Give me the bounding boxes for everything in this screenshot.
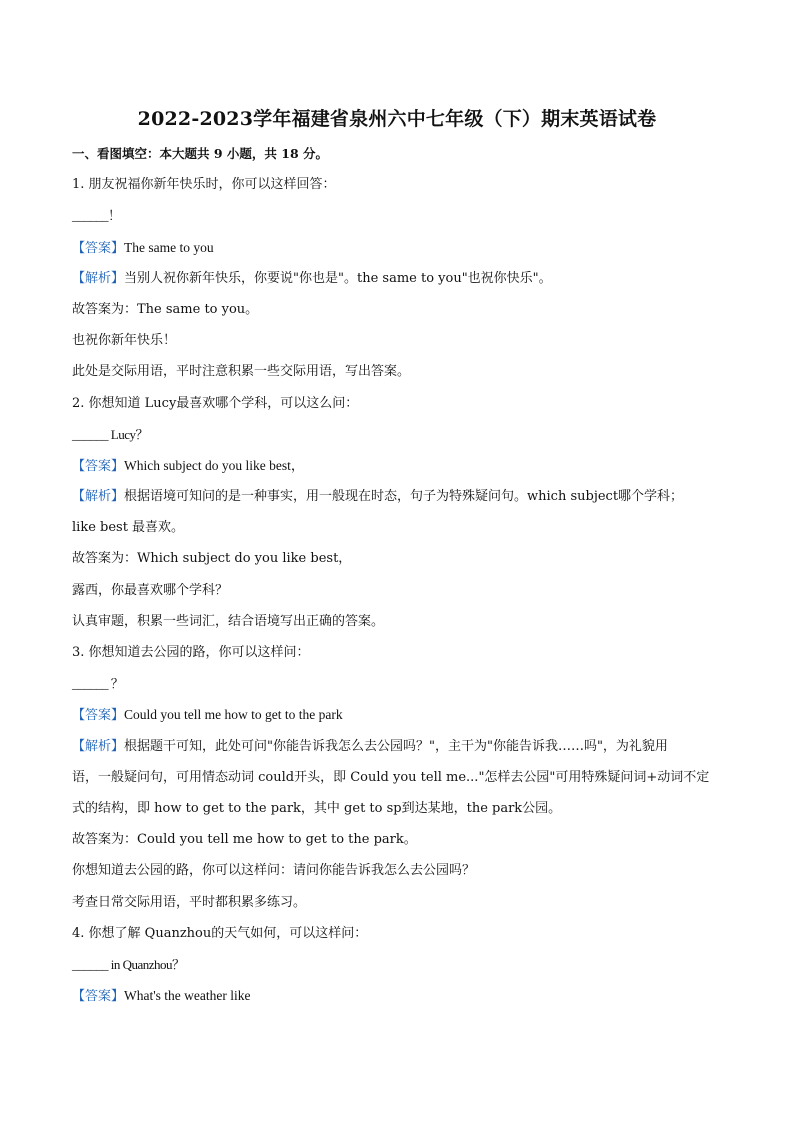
followup-line: 此处是交际用语，平时注意积累一些交际用语，写出答案。 bbox=[72, 364, 411, 380]
analysis-tag: 【解析】 bbox=[72, 270, 125, 286]
analysis-line bbox=[72, 737, 724, 768]
answer-line bbox=[72, 238, 724, 269]
analysis-tag: 【解析】 bbox=[72, 489, 125, 505]
question-prompt: 4. 你想了解 Quanzhou的天气如何，可以这样问： bbox=[72, 925, 368, 941]
answer-blank: ______ in Quanzhou？ bbox=[72, 956, 185, 972]
answer-line bbox=[72, 705, 724, 736]
document-title: 2022-2023学年福建省泉州六中七年级（下）期末英语试卷 bbox=[137, 108, 657, 130]
analysis-continuation: 式的结构，即 how to get to the park，其中 get to sp到达某地，the park公园。 bbox=[72, 800, 562, 816]
analysis-line bbox=[72, 269, 724, 300]
document-body bbox=[72, 144, 724, 1017]
analysis-text: 根据题干可知，此处可问"你能告诉我怎么去公园吗？"，主干为"你能告诉我……吗"，为礼貌用 bbox=[124, 738, 668, 754]
answer-text: Could you tell me how to get to the park bbox=[124, 707, 343, 723]
analysis-continuation: 语，一般疑问句，可用情态动词 could开头，即 Could you tell me..."怎样去公园"可用特殊疑问词+动词不定 bbox=[72, 769, 710, 785]
analysis-text: 根据语境可知问的是一种事实，用一般现在时态，句子为特殊疑问句。which subject哪个学科； bbox=[124, 489, 684, 505]
answer-tag: 【答案】 bbox=[72, 989, 125, 1005]
answer-text: Which subject do you like best， bbox=[124, 457, 305, 473]
followup-line: 故答案为：The same to you。 bbox=[72, 301, 259, 317]
answer-tag: 【答案】 bbox=[72, 458, 125, 474]
question-prompt: 3. 你想知道去公园的路，你可以这样问： bbox=[72, 645, 310, 660]
followup-line: 考查日常交际用语，平时都积累多练习。 bbox=[72, 894, 307, 910]
answer-blank: ______ Lucy？ bbox=[72, 426, 148, 442]
answer-blank: ______ ？ bbox=[72, 676, 124, 692]
followup-line: 故答案为：Which subject do you like best， bbox=[72, 551, 352, 567]
followup-line: 也祝你新年快乐！ bbox=[72, 333, 177, 349]
answer-tag: 【答案】 bbox=[72, 240, 125, 256]
followup-line: 故答案为：Could you tell me how to get to the park。 bbox=[72, 832, 417, 848]
analysis-tag: 【解析】 bbox=[72, 738, 125, 754]
answer-line bbox=[72, 986, 724, 1017]
answer-tag: 【答案】 bbox=[72, 708, 125, 724]
followup-line: 你想知道去公园的路，你可以这样问：请问你能告诉我怎么去公园吗？ bbox=[72, 863, 476, 879]
followup-line: 认真审题，积累一些词汇，结合语境写出正确的答案。 bbox=[72, 613, 385, 629]
answer-text: The same to you bbox=[124, 239, 214, 255]
followup-line: 露西，你最喜欢哪个学科？ bbox=[72, 582, 229, 598]
analysis-text: 当别人祝你新年快乐，你要说"你也是"。the same to you"也祝你快乐"。 bbox=[124, 270, 552, 286]
answer-line bbox=[72, 456, 724, 487]
question-prompt: 1. 朋友祝福你新年快乐时，你可以这样回答： bbox=[72, 177, 336, 193]
analysis-continuation: like best 最喜欢。 bbox=[72, 520, 185, 536]
analysis-line bbox=[72, 487, 724, 518]
section-heading: 一、看图填空：本大题共 9 小题，共 18 分。 bbox=[72, 146, 329, 161]
answer-blank: ______！ bbox=[72, 208, 121, 224]
question-prompt: 2. 你想知道 Lucy最喜欢哪个学科，可以这么问： bbox=[72, 395, 359, 411]
answer-text: What's the weather like bbox=[124, 988, 251, 1004]
